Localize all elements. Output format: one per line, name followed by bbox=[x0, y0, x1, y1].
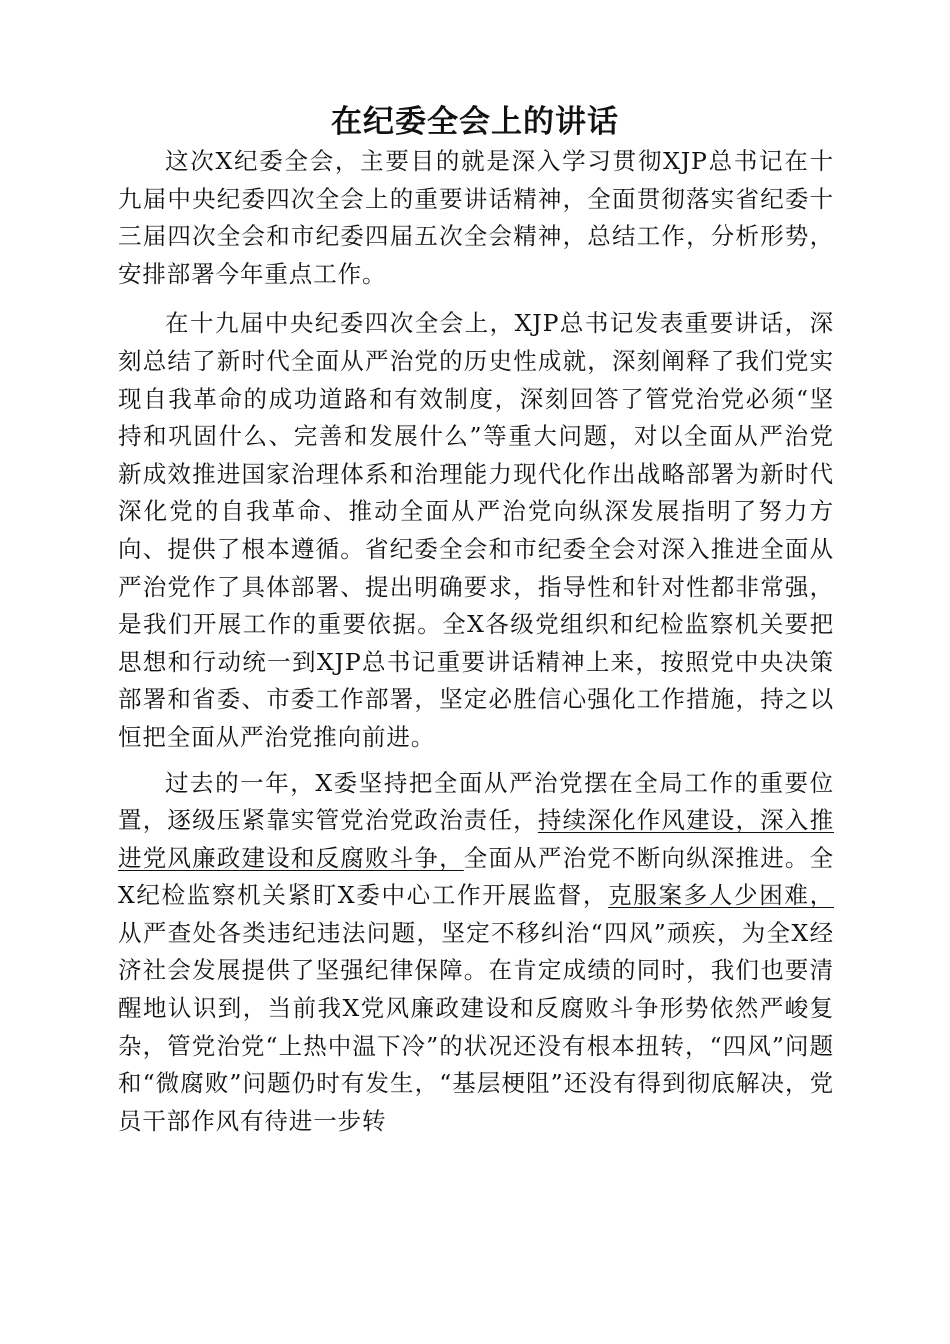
underlined-phrase-style-building: 持续深化作风建设，深入推进党风廉政建设和反腐败斗争， bbox=[118, 806, 834, 872]
document-title: 在纪委全会上的讲话 bbox=[331, 104, 619, 140]
underlined-phrase-overcome-difficulty: 克服案多人少困难， bbox=[608, 881, 834, 910]
paragraph-central-speech: 在十九届中央纪委四次全会上，XJP总书记发表重要讲话，深刻总结了新时代全面从严治党的历史性成就，深刻阐释了我们党实现自我革命的成功道路和有效制度，深刻回答了管党治党必须“坚持和巩固什么、完善和发展什么”等重大问题，对以全面从严治党新成效推进国家治理体系和治理能力现代化作出战略部署为新时代深化党的自我革命、推动全面从严治党向纵深发展指明了努力方向、提供了根本遵循。省纪委全会和市纪委全会对深入推进全面从严治党作了具体部署、提出明确要求，指导性和针对性都非常强，是我们开展工作的重要依据。全X各级党组织和纪检监察机关要把思想和行动统一到XJP总书记重要讲话精神上来，按照党中央决策部署和省委、市委工作部署，坚定必胜信心强化工作措施，持之以恒把全面从严治党推向前进。 bbox=[118, 309, 834, 751]
paragraph-intro: 这次X纪委全会，主要目的就是深入学习贯彻XJP总书记在十九届中央纪委四次全会上的重要讲话精神，全面贯彻落实省纪委十三届四次全会和市纪委四届五次全会精神，总结工作，分析形势，安排部署今年重点工作。 bbox=[118, 147, 834, 288]
paragraph-past-year-text-3: 从严查处各类违纪违法问题，坚定不移纠治“四风”顽疾，为全X经济社会发展提供了坚强纪律保障。在肯定成绩的同时，我们也要清醒地认识到，当前我X党风廉政建设和反腐败斗争形势依然严峻复杂，管党治党“上热中温下冷”的状况还没有根本扭转，“四风”问题和“微腐败”问题仍时有发生，“基层梗阻”还没有得到彻底解决，党员干部作风有待进一步转 bbox=[118, 918, 834, 1135]
document-body bbox=[118, 143, 834, 1148]
paragraph-past-year-text-1: 过去的一年，X委坚持把全面从严治党摆在全局工作的重要位置，逐级压紧靠实管党治党政治责任， bbox=[118, 768, 834, 835]
paragraph-past-year-text-2: 全面从严治党不断向纵深推进。全X纪检监察机关紧盯X委中心工作开展监督， bbox=[118, 843, 834, 910]
paragraph-past-year bbox=[118, 765, 834, 1141]
